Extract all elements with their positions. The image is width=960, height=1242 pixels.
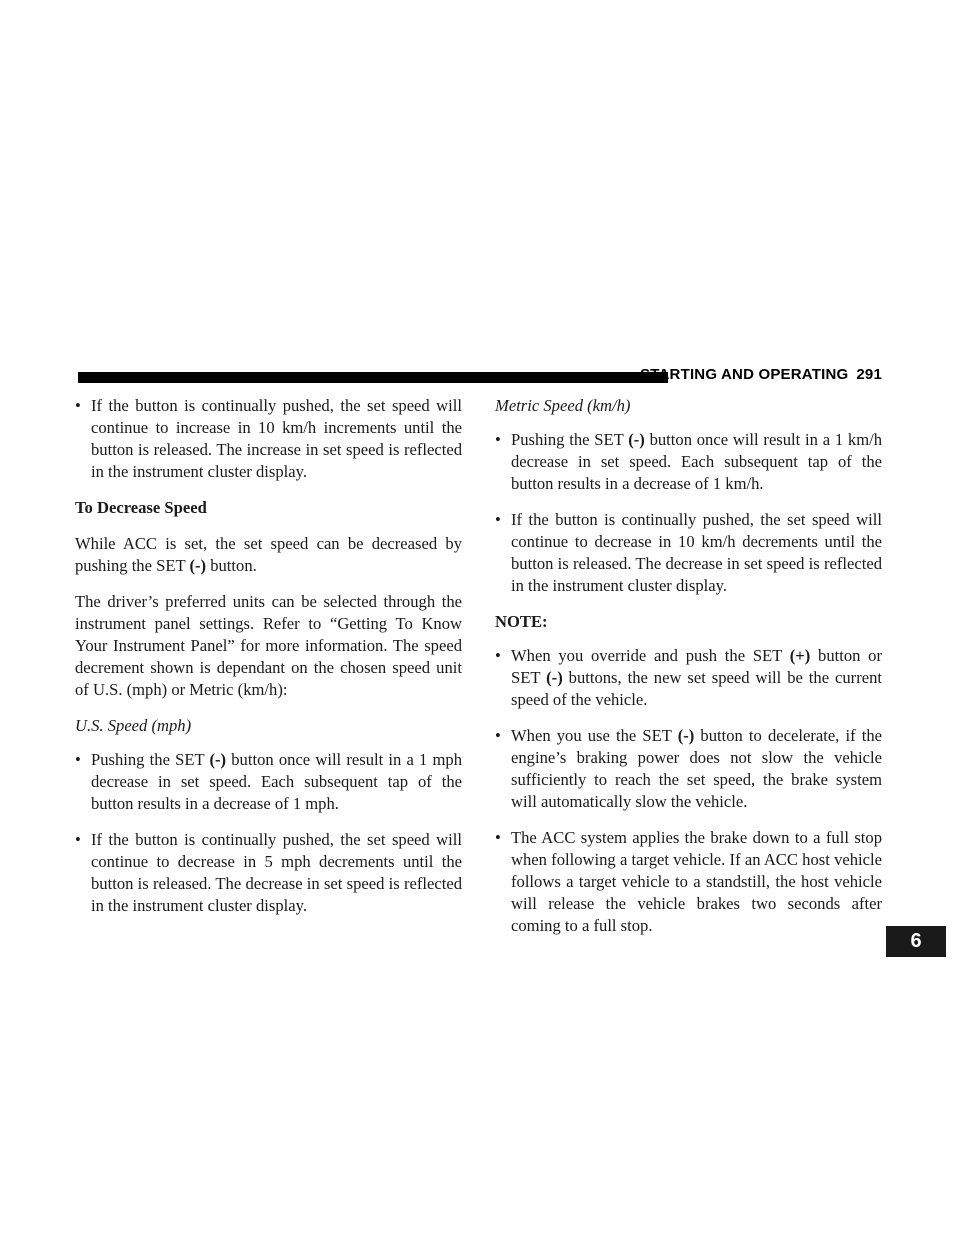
list-item xyxy=(75,749,462,815)
list-item xyxy=(495,725,882,813)
item-text: If the button is continually pushed, the set speed will continue to increase in 10 km/h increments until the button is released. The increase in set speed is reflected in the instrument cluster display. xyxy=(91,396,462,481)
bullet-glyph: • xyxy=(495,510,501,529)
right-column xyxy=(495,395,882,951)
list-item xyxy=(75,395,462,483)
header-rule xyxy=(78,372,668,383)
button-symbol: (-) xyxy=(209,750,227,769)
button-symbol: (+) xyxy=(789,646,811,665)
item-text: If the button is continually pushed, the set speed will continue to decrease in 5 mph decrements until the button is released. The decrease in set speed is reflected in the instrument cluster display. xyxy=(91,830,462,915)
bullet-glyph: • xyxy=(495,646,501,665)
text-run: When you override and push the SET xyxy=(511,646,790,665)
bullet-glyph: • xyxy=(75,750,81,769)
note-label: NOTE: xyxy=(495,612,548,631)
item-text: The ACC system applies the brake down to a full stop when following a target vehicle. If an ACC host vehicle follows a target vehicle to a standstill, the host vehicle will release the vehicle brakes two seconds after coming to a full stop. xyxy=(511,828,882,935)
bullet-glyph: • xyxy=(495,828,501,847)
list-item xyxy=(495,429,882,495)
button-symbol: (-) xyxy=(628,430,645,449)
chapter-tab: 6 xyxy=(886,926,946,957)
page-header xyxy=(78,366,882,384)
text-run: button once will result in a 1 mph decrease in set speed. Each subsequent tap of the button results in a decrease of 1 mph. xyxy=(91,750,462,813)
text-run: buttons, the new set speed will be the current speed of the vehicle. xyxy=(511,668,882,709)
item-text: If the button is continually pushed, the set speed will continue to decrease in 10 km/h decrements until the button is released. The decrease in set speed is reflected in the instrument cluster display. xyxy=(511,510,882,595)
list-item xyxy=(495,827,882,937)
text-run: When you use the SET xyxy=(511,726,678,745)
text-run: button. xyxy=(206,556,257,575)
page-number: 291 xyxy=(856,366,882,383)
subheading: Metric Speed (km/h) xyxy=(495,396,631,415)
subheading: U.S. Speed (mph) xyxy=(75,716,192,735)
button-symbol: (-) xyxy=(546,668,563,687)
text-run: button once will result in a 1 km/h decrease in set speed. Each subsequent tap of the button results in a decrease of 1 km/h. xyxy=(511,430,883,493)
text-run: Pushing the SET xyxy=(91,750,210,769)
header-title xyxy=(640,366,882,384)
bullet-glyph: • xyxy=(495,726,501,745)
bullet-glyph: • xyxy=(495,430,501,449)
section-heading: To Decrease Speed xyxy=(75,498,207,517)
list-item xyxy=(495,645,882,711)
text-run: button to decelerate, if the engine’s braking power does not slow the vehicle sufficiently to reach the set speed, the brake system will automatically slow the vehicle. xyxy=(511,726,882,811)
text-run: While ACC is set, the set speed can be decreased by pushing the SET xyxy=(75,534,462,575)
button-symbol: (-) xyxy=(677,726,695,745)
paragraph: The driver’s preferred units can be selected through the instrument panel settings. Refer to “Getting To Know Your Instrument Panel” for more information. The speed decrement shown is dependant on the chosen speed unit of U.S. (mph) or Metric (km/h): xyxy=(75,592,462,699)
text-run: Pushing the SET xyxy=(511,430,629,449)
left-column xyxy=(75,395,462,931)
button-symbol: (-) xyxy=(189,556,207,575)
bullet-glyph: • xyxy=(75,396,81,415)
paragraph xyxy=(75,533,462,577)
list-item xyxy=(495,509,882,597)
section-title: STARTING AND OPERATING xyxy=(640,366,849,383)
bullet-glyph: • xyxy=(75,830,81,849)
list-item xyxy=(75,829,462,917)
text-run: button or SET xyxy=(511,646,882,687)
